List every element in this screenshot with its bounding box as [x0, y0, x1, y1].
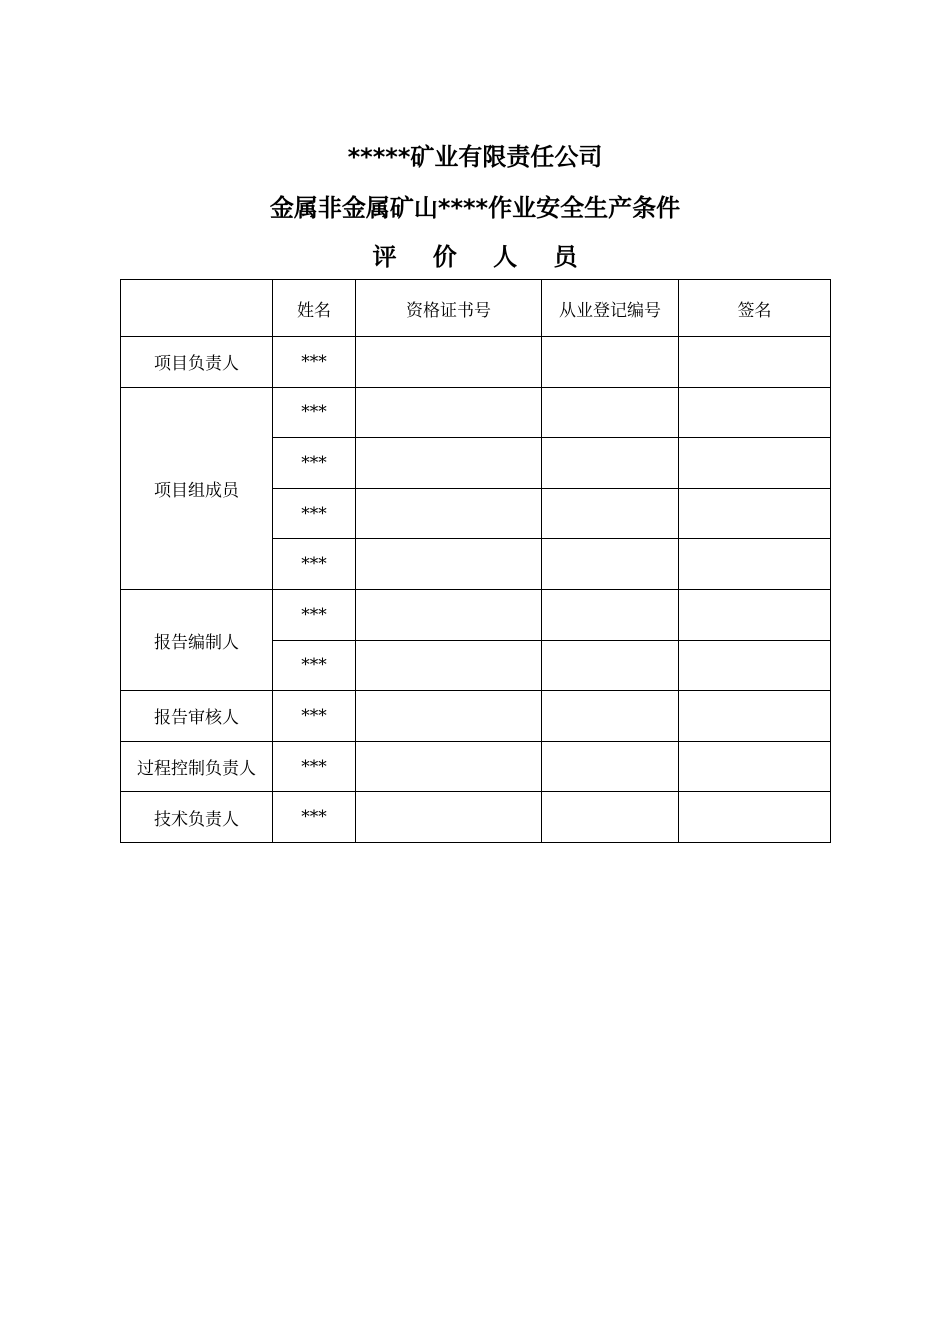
header-role-cell — [121, 280, 273, 337]
name-cell: *** — [273, 539, 356, 590]
name-cell: *** — [273, 589, 356, 640]
table-header-row — [121, 280, 831, 337]
header-registration-number: 从业登记编号 — [542, 280, 679, 337]
certificate-cell — [356, 589, 542, 640]
header-signature: 签名 — [679, 280, 831, 337]
name-cell: *** — [273, 438, 356, 489]
name-cell: *** — [273, 337, 356, 388]
table-row — [121, 691, 831, 742]
header-name: 姓名 — [273, 280, 356, 337]
signature-cell — [679, 488, 831, 539]
certificate-cell — [356, 337, 542, 388]
name-cell: *** — [273, 488, 356, 539]
name-cell: *** — [273, 387, 356, 438]
role-report-author: 报告编制人 — [121, 589, 273, 690]
role-report-reviewer: 报告审核人 — [121, 691, 273, 742]
registration-cell — [542, 589, 679, 640]
role-project-members: 项目组成员 — [121, 387, 273, 589]
registration-cell — [542, 539, 679, 590]
certificate-cell — [356, 640, 542, 691]
evaluation-personnel-table — [120, 279, 831, 843]
company-title: *****矿业有限责任公司 — [347, 143, 603, 171]
role-process-control-lead: 过程控制负责人 — [121, 741, 273, 792]
table-row — [121, 792, 831, 843]
name-cell: *** — [273, 640, 356, 691]
registration-cell — [542, 741, 679, 792]
registration-cell — [542, 387, 679, 438]
table-row — [121, 741, 831, 792]
registration-cell — [542, 792, 679, 843]
role-technical-lead: 技术负责人 — [121, 792, 273, 843]
certificate-cell — [356, 438, 542, 489]
certificate-cell — [356, 387, 542, 438]
signature-cell — [679, 640, 831, 691]
signature-cell — [679, 589, 831, 640]
registration-cell — [542, 488, 679, 539]
section-title — [0, 242, 950, 272]
role-project-lead: 项目负责人 — [121, 337, 273, 388]
name-cell: *** — [273, 691, 356, 742]
section-title-text: 评 价 人 员 — [372, 243, 578, 271]
table-row — [121, 589, 831, 640]
signature-cell — [679, 387, 831, 438]
name-cell: *** — [273, 792, 356, 843]
signature-cell — [679, 337, 831, 388]
registration-cell — [542, 337, 679, 388]
certificate-cell — [356, 691, 542, 742]
signature-cell — [679, 741, 831, 792]
table-row — [121, 337, 831, 388]
signature-cell — [679, 691, 831, 742]
registration-cell — [542, 438, 679, 489]
document-subject-title: 金属非金属矿山****作业安全生产条件 — [269, 194, 681, 222]
signature-cell — [679, 438, 831, 489]
certificate-cell — [356, 488, 542, 539]
name-cell: *** — [273, 741, 356, 792]
certificate-cell — [356, 539, 542, 590]
registration-cell — [542, 691, 679, 742]
table-row — [121, 387, 831, 438]
registration-cell — [542, 640, 679, 691]
certificate-cell — [356, 792, 542, 843]
signature-cell — [679, 539, 831, 590]
signature-cell — [679, 792, 831, 843]
header-certificate-number: 资格证书号 — [356, 280, 542, 337]
certificate-cell — [356, 741, 542, 792]
